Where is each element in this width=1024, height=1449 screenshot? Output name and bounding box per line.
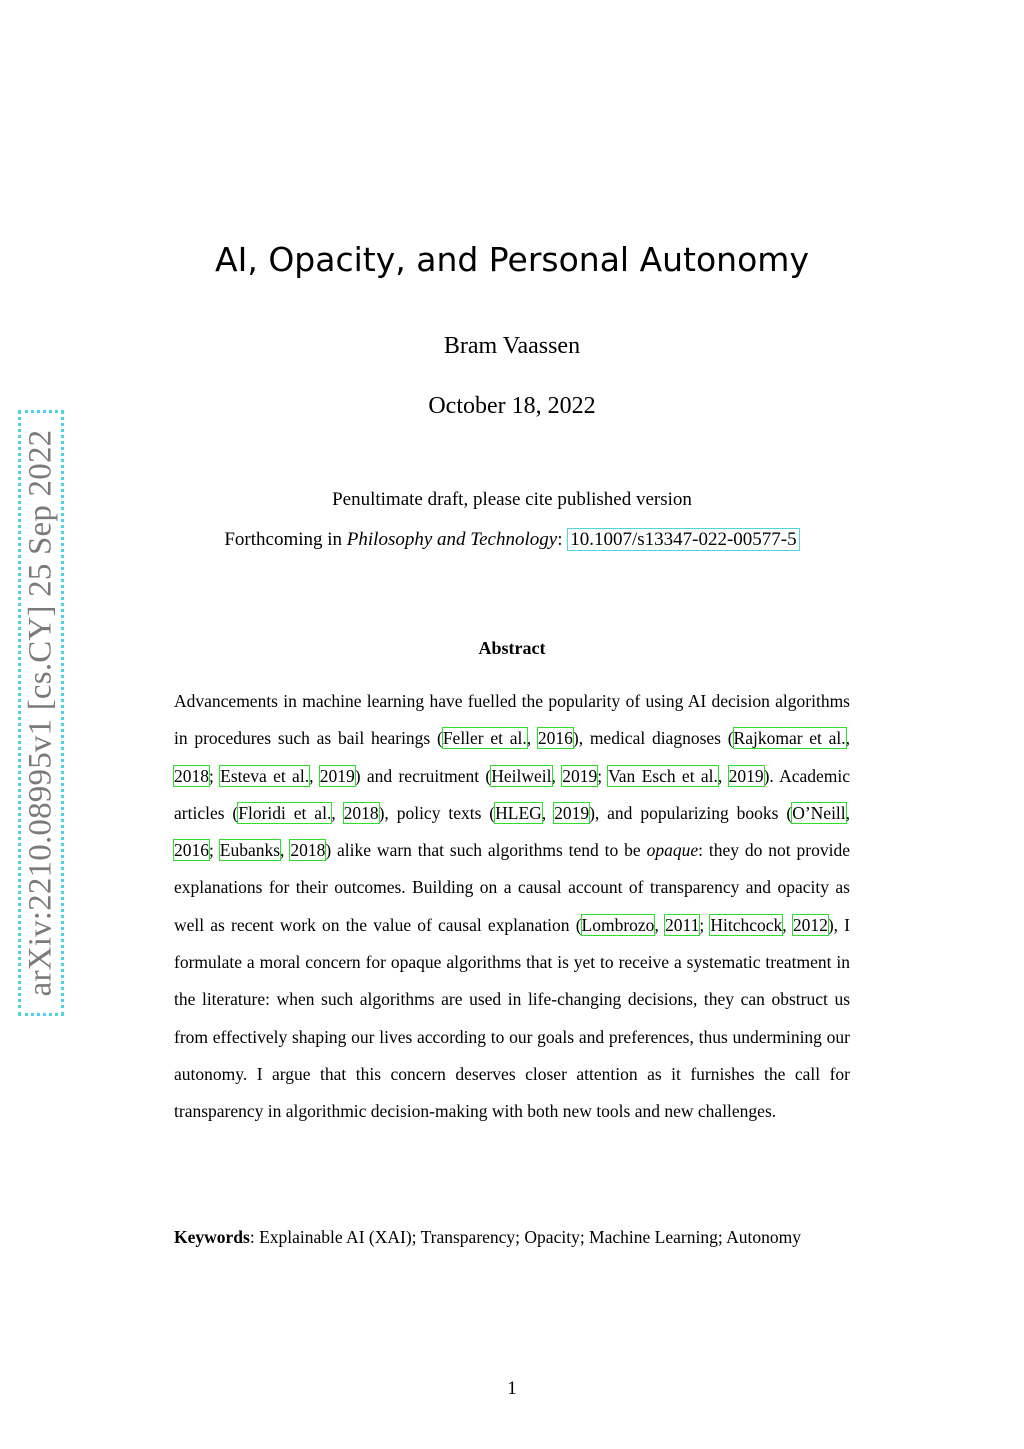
keywords-label: Keywords — [174, 1227, 250, 1247]
arxiv-identifier: arXiv:2210.08995v1 [cs.CY] 25 Sep 2022 — [22, 429, 59, 997]
citation-author[interactable]: Feller et al. — [442, 728, 527, 749]
abstract-text: ), policy texts ( — [378, 802, 496, 823]
keywords-text: : Explainable AI (XAI); Transparency; Opacity; Machine Learning; Autonomy — [249, 1227, 801, 1247]
abstract-heading: Abstract — [478, 638, 546, 658]
citation-year[interactable]: 2016 — [174, 840, 209, 861]
emphasis-opaque: opaque — [646, 840, 699, 861]
citation-author[interactable]: Van Esch et al. — [608, 765, 718, 786]
abstract-text: Advancements in machine learning have fuelled the popularity of using AI decision algorithms in procedures such as bail hearings ( — [174, 691, 850, 749]
abstract-text: ; — [597, 765, 609, 786]
citation-author[interactable]: HLEG — [495, 802, 542, 823]
doi-link[interactable]: 10.1007/s13347-022-00577-5 — [567, 528, 799, 551]
abstract-text: , — [654, 914, 665, 935]
journal-suffix: : — [557, 529, 568, 550]
forthcoming-line — [0, 529, 1024, 551]
draft-note: Penultimate draft, please cite published version — [332, 489, 692, 510]
citation-author[interactable]: Hitchcock — [710, 914, 783, 935]
abstract-text: ) and recruitment ( — [354, 765, 492, 786]
citation-year[interactable]: 2011 — [664, 914, 700, 935]
citation-author[interactable]: Rajkomar et al. — [733, 728, 846, 749]
abstract-text: , — [541, 802, 555, 823]
citation-year[interactable]: 2019 — [554, 802, 590, 823]
abstract-text: ). Academic articles ( — [174, 765, 851, 823]
abstract-text: , — [331, 802, 344, 823]
abstract-text: ; — [699, 914, 711, 935]
paper-title: AI, Opacity, and Personal Autonomy — [215, 240, 809, 279]
abstract-text: , — [845, 802, 851, 823]
citation-author[interactable]: Floridi et al. — [238, 802, 332, 823]
citation-year[interactable]: 2018 — [290, 840, 326, 861]
page-number: 1 — [507, 1378, 517, 1399]
citation-author[interactable]: Heilweil — [491, 765, 552, 786]
author-name: Bram Vaassen — [443, 333, 581, 359]
abstract-text: , — [551, 765, 563, 786]
citation-year[interactable]: 2019 — [319, 765, 355, 786]
abstract-text: , — [280, 840, 291, 861]
forthcoming-prefix: Forthcoming in — [224, 529, 347, 550]
citation-year[interactable]: 2018 — [174, 765, 209, 786]
journal-name: Philosophy and Technology — [346, 529, 558, 550]
abstract-text: , — [309, 765, 320, 786]
citation-author[interactable]: Lombrozo — [581, 914, 655, 935]
abstract-text: ), I formulate a moral concern for opaque algorithms that is yet to receive a systematic treatment in the literature: when such algorithms are used in life-changing decisions, they can obstruct us from effectively shaping our lives according to our goals and preferences, thus undermining our autonomy. I argue that this concern deserves closer attention as it furnishes the call for transparency in algorithmic decision-making with both new tools and new challenges. — [174, 914, 850, 1122]
paper-date: October 18, 2022 — [428, 393, 596, 419]
citation-year[interactable]: 2019 — [728, 765, 764, 786]
citation-author[interactable]: O’Neill — [792, 802, 846, 823]
abstract-text: , — [526, 728, 538, 749]
abstract-text: , — [782, 914, 793, 935]
abstract-text: : they do not provide explanations for their outcomes. Building on a causal account of transparency and opacity as well as recent work on the value of causal explanation ( — [174, 840, 850, 935]
citation-year[interactable]: 2016 — [537, 728, 573, 749]
keywords-line — [174, 1227, 874, 1248]
abstract-text: , — [717, 765, 729, 786]
abstract-text: , — [845, 728, 851, 749]
abstract-text: ; — [209, 765, 221, 786]
abstract-body — [174, 683, 850, 1131]
abstract-text: ; — [209, 840, 220, 861]
citation-author[interactable]: Esteva et al. — [220, 765, 310, 786]
abstract-text: ), and popularizing books ( — [589, 802, 793, 823]
abstract-text: ) alike warn that such algorithms tend to be — [325, 840, 647, 861]
citation-year[interactable]: 2019 — [562, 765, 598, 786]
abstract-text: ), medical diagnoses ( — [572, 728, 734, 749]
citation-year[interactable]: 2012 — [792, 914, 828, 935]
citation-year[interactable]: 2018 — [343, 802, 379, 823]
citation-author[interactable]: Eubanks — [219, 840, 281, 861]
